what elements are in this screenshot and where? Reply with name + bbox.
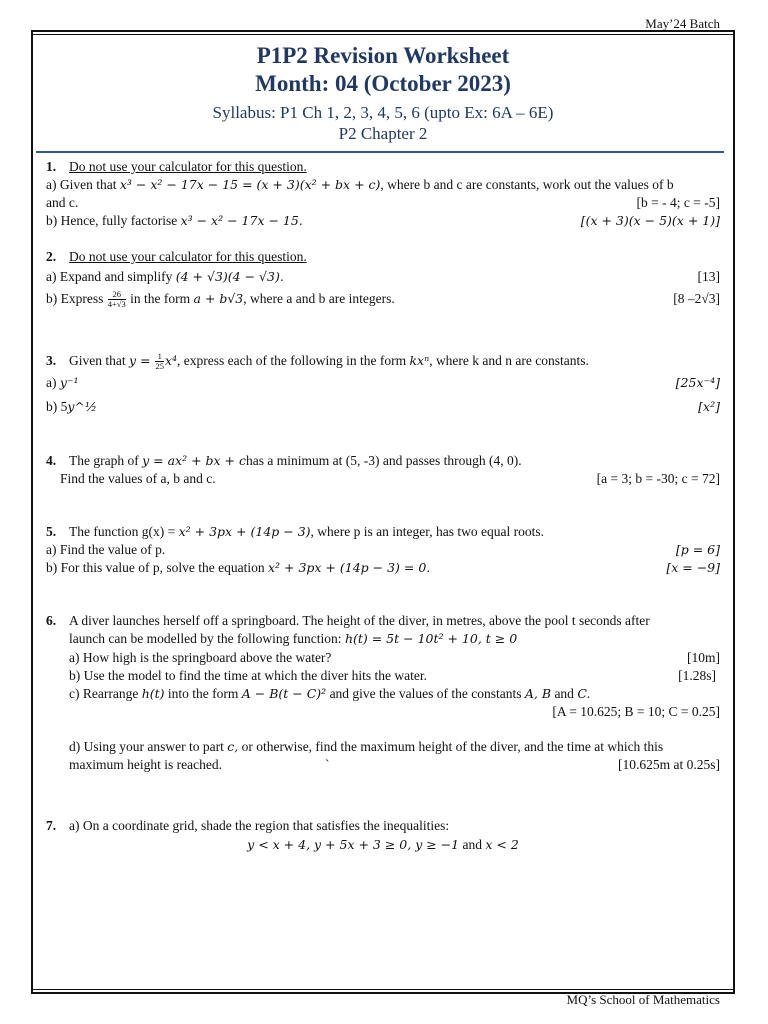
q1a-prefix: a) Given that	[46, 177, 120, 192]
q3a-expr: y⁻¹	[59, 375, 79, 390]
q5-suffix: , where p is an integer, has two equal roots.	[310, 524, 544, 539]
q6c-form: A − B(t − C)²	[241, 686, 327, 701]
q1-part-a-cont	[46, 194, 720, 212]
border-inner-bottom	[31, 989, 735, 990]
q6c-answer: [A = 10.625; B = 10; C = 0.25]	[552, 704, 720, 719]
q7-ineq-1: y < x + 4, y + 5x + 3 ≥ 0, y ≥ −1	[247, 837, 460, 852]
q5a-answer: [p = 6]	[675, 542, 720, 557]
q3-frac-num: 1	[155, 352, 164, 362]
q6-intro2-prefix: launch can be modelled by the following function:	[69, 631, 345, 646]
q6a-answer: [10m]	[687, 650, 720, 665]
q3-number: 3.	[46, 353, 57, 368]
q5a-text: a) Find the value of p.	[46, 542, 166, 557]
q3-frac-den: 25	[155, 361, 164, 372]
q4-answer: [a = 3; b = -30; c = 72]	[596, 471, 720, 486]
q4-prefix: The graph of	[69, 453, 143, 468]
q1a-answer: [b = - 4; c = -5]	[636, 195, 720, 210]
q1a-cont: and c.	[46, 195, 79, 210]
q3-part-a	[46, 374, 720, 392]
q5b-answer: [x = −9]	[666, 560, 720, 575]
q6-model-equation: h(t) = 5t − 10t² + 10, t ≥ 0	[344, 631, 518, 646]
q6-part-a	[69, 649, 720, 667]
worksheet-header	[31, 42, 735, 144]
q4-stem	[46, 452, 720, 470]
q1b-prefix: b) Hence, fully factorise	[46, 213, 181, 228]
q6b-text: b) Use the model to find the time at which the diver hits the water.	[69, 668, 428, 683]
q6d-prefix: d) Using your answer to part	[69, 739, 228, 754]
q2b-fraction	[108, 290, 126, 309]
q7-number: 7.	[46, 818, 57, 833]
q6-part-c	[69, 685, 720, 703]
q2-number: 2.	[46, 249, 57, 264]
q5-part-b	[46, 559, 720, 577]
q4-suffix: has a minimum at (5, -3) and passes through (4, 0).	[246, 453, 522, 468]
q6c-and: and	[551, 686, 578, 701]
q6c-ht: h(t)	[141, 686, 165, 701]
worksheet-title: P1P2 Revision Worksheet	[256, 43, 510, 68]
q3a-answer: [25x⁻⁴]	[675, 375, 720, 390]
q3-eq-rhs: x⁴	[164, 353, 178, 368]
q2a-prefix: a) Expand and simplify	[46, 269, 176, 284]
q3b-expr: y^½	[67, 399, 98, 414]
q7-inequalities	[46, 836, 720, 854]
q2b-prefix: b) Express	[46, 291, 107, 306]
q6c-consts: A, B	[524, 686, 552, 701]
footer-label: MQ’s School of Mathematics	[566, 992, 720, 1007]
q1b-equation: x³ − x² − 17x − 15.	[180, 213, 303, 228]
q3-suffix: , where k and n are constants.	[429, 353, 589, 368]
q1-part-a	[46, 176, 720, 194]
q6-part-d	[69, 738, 720, 756]
q2b-form: a + b√3	[193, 291, 244, 306]
q6-intro-2	[69, 630, 720, 648]
q1-heading	[46, 158, 720, 176]
q6d-answer: [10.625m at 0.25s]	[618, 757, 720, 772]
q3b-label: b) 5	[46, 399, 68, 414]
q6d-part: c,	[227, 739, 239, 754]
q6d-line2: maximum height is reached.	[69, 757, 222, 772]
q2b-frac-den: 4+√3	[107, 299, 126, 310]
q6-intro-1	[46, 612, 720, 630]
q2b-frac-num: 26	[108, 290, 126, 300]
q6d-mark: `	[325, 757, 330, 772]
q2b-mid: in the form	[126, 291, 194, 306]
q5-prefix: The function g(x) =	[69, 524, 179, 539]
q3-part-b	[46, 398, 720, 416]
q6-part-c-answer	[46, 703, 720, 721]
q2a-answer: [13]	[697, 269, 720, 284]
q6-intro1: A diver launches herself off a springboard. The height of the diver, in metres, above the pool t seconds after	[69, 613, 650, 628]
q6c-prefix: c) Rearrange	[69, 686, 142, 701]
q3-prefix: Given that	[69, 353, 129, 368]
q7-ineq-2: x < 2	[485, 837, 519, 852]
q5b-prefix: b) For this value of p, solve the equation	[46, 560, 268, 575]
batch-label: May’24 Batch	[645, 16, 720, 31]
q7-part-a	[46, 817, 720, 835]
q4-number: 4.	[46, 453, 57, 468]
q7a-text: a) On a coordinate grid, shade the region that satisfies the inequalities:	[69, 818, 450, 833]
q3-eq-lhs: y =	[129, 353, 155, 368]
q2-part-b	[46, 290, 720, 308]
border-inner-top	[31, 34, 735, 35]
q6c-const-c: C.	[577, 686, 591, 701]
q5-stem	[46, 523, 720, 541]
q1b-answer: [(x + 3)(x − 5)(x + 1)]	[580, 213, 720, 228]
q6-part-d-line2	[69, 756, 720, 774]
q3-mid: , express each of the following in the form	[177, 353, 410, 368]
q2a-equation: (4 + √3)(4 − √3).	[175, 269, 284, 284]
q4-find: Find the values of a, b and c.	[60, 471, 216, 486]
q2b-suffix: , where a and b are integers.	[243, 291, 395, 306]
q2-instruction: Do not use your calculator for this question.	[69, 249, 307, 264]
q2-part-a	[46, 268, 720, 286]
q1-part-b	[46, 212, 720, 230]
worksheet-month: Month: 04 (October 2023)	[255, 71, 511, 96]
q3-fraction	[155, 352, 164, 371]
q6c-mid: into the form	[164, 686, 242, 701]
q6d-suffix: or otherwise, find the maximum height of the diver, and the time at which this	[238, 739, 664, 754]
q1-instruction: Do not use your calculator for this question.	[69, 159, 307, 174]
q6-number: 6.	[46, 613, 57, 628]
q6b-answer: [1.28s]	[678, 668, 716, 683]
q3-stem	[46, 352, 720, 370]
q1a-suffix: , where b and c are constants, work out the values of b	[380, 177, 674, 192]
q5-number: 5.	[46, 524, 57, 539]
header-divider	[36, 151, 724, 153]
q1a-equation: x³ − x² − 17x − 15 = (x + 3)(x² + bx + c)	[119, 177, 381, 192]
q1-number: 1.	[46, 159, 57, 174]
q5b-equation: x² + 3px + (14p − 3) = 0.	[267, 560, 431, 575]
q6c-mid2: and give the values of the constants	[326, 686, 525, 701]
q5-equation: x² + 3px + (14p − 3)	[178, 524, 311, 539]
q4-line2	[60, 470, 720, 488]
q4-equation: y = ax² + bx + c	[142, 453, 246, 468]
q3-form: kxⁿ	[409, 353, 430, 368]
syllabus-line: Syllabus: P1 Ch 1, 2, 3, 4, 5, 6 (upto Ex: 6A – 6E)	[212, 103, 554, 122]
q3a-label: a)	[46, 375, 60, 390]
q6a-text: a) How high is the springboard above the water?	[69, 650, 332, 665]
q6-part-b	[69, 667, 720, 685]
chapter-line: P2 Chapter 2	[338, 124, 428, 143]
q2b-answer: [8 –2√3]	[673, 291, 720, 306]
q2-heading	[46, 248, 720, 266]
q7-ineq-and: and	[459, 837, 486, 852]
q3b-answer: [x²]	[698, 399, 720, 414]
q5-part-a	[46, 541, 720, 559]
